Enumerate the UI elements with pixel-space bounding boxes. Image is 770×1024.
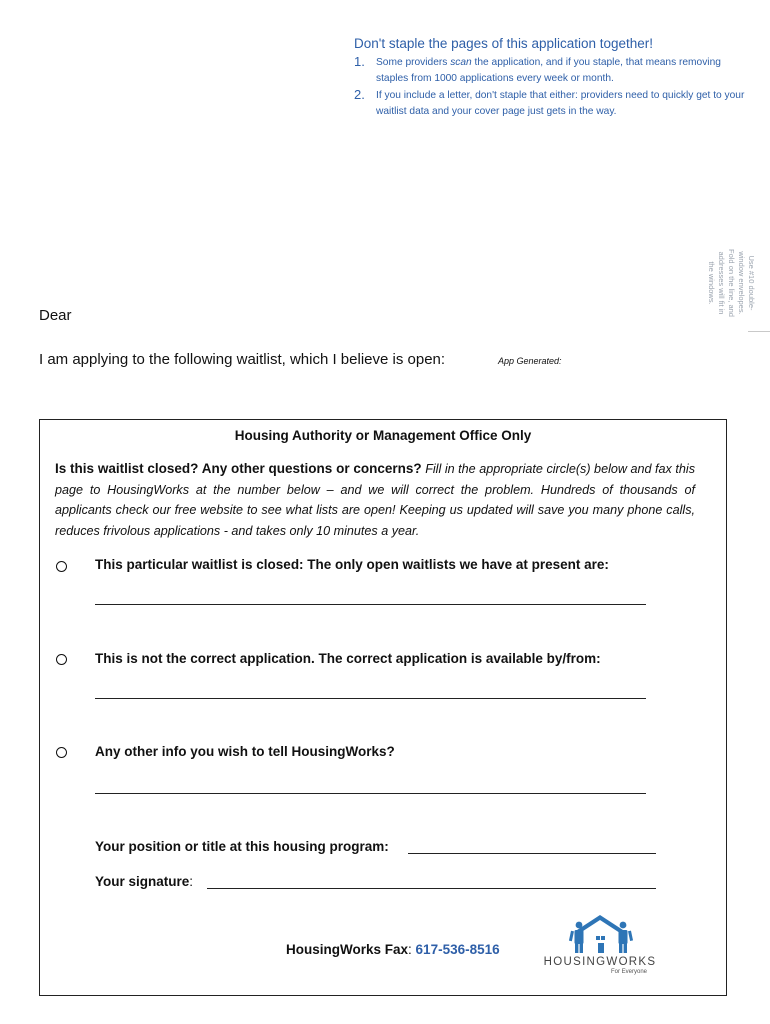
option-closed-label: This particular waitlist is closed: The only open waitlists we have at present are: [95,557,609,572]
position-line[interactable] [408,853,656,854]
fold-line [748,331,770,332]
office-only-box [39,419,727,996]
logo-name: HOUSINGWORKS [543,956,657,968]
signature-line[interactable] [207,888,656,889]
notice-item-number: 1. [354,54,365,69]
notice-item-text: Some providers [376,57,451,68]
fax-number: 617-536-8516 [415,942,500,957]
open-waitlists-line[interactable] [95,604,646,605]
applying-statement: I am applying to the following waitlist, which I believe is open: [39,351,446,368]
box-title: Housing Authority or Management Office Only [234,428,532,443]
notice-list [354,55,754,119]
signature-label: Your signature [95,874,190,889]
app-generated-label: App Generated: [498,356,562,366]
notice-item [354,55,754,86]
salutation: Dear [39,307,72,324]
fax-line [286,942,500,957]
staple-notice [354,36,754,121]
logo-tagline: For Everyone [611,969,648,975]
notice-item-text: the application, and if you staple, that means removing staples from 1000 applications every week or month. [376,57,721,84]
question-heading: Is this waitlist closed? Any other questions or concerns? [55,461,422,476]
notice-item-number: 2. [354,87,365,102]
notice-item [354,88,754,119]
correct-app-line[interactable] [95,698,646,699]
position-label: Your position or title at this housing program: [95,839,389,854]
signature-colon: : [189,874,194,889]
closed-radio[interactable] [56,561,67,572]
signature-label-group [95,874,193,889]
closed-waitlist-question [55,459,695,541]
notice-title: Don't staple the pages of this application together! [354,36,654,51]
other-info-line[interactable] [95,793,646,794]
wrong-application-radio[interactable] [56,654,67,665]
fax-colon: : [408,942,416,957]
fax-label: HousingWorks Fax [286,942,409,957]
question-instructions: Fill in the appropriate circle(s) below and fax this page to HousingWorks at the number below – and we will correct the problem. Hundreds of thousands of applicants check our free website to see what lists are open! Keeping us updated will save you many phone calls, reduces frivolous applications - and takes only 10 minutes a year. [55,462,695,538]
envelope-fold-note: Use #10 double-window envelopes. Fold on the line, and addresses will fit in the windows. [707,249,756,317]
other-info-radio[interactable] [56,747,67,758]
notice-item-text: If you include a letter, don't staple that either: providers need to quickly get to your waitlist data and your cover page just gets in the way. [376,90,745,117]
option-other-label: Any other info you wish to tell HousingWorks? [95,744,395,759]
option-wrong-app-label: This is not the correct application. The correct application is available by/from: [95,651,601,666]
housingworks-logo [541,912,659,990]
notice-item-emphasis: scan [450,57,472,68]
house-people-icon [541,912,659,958]
